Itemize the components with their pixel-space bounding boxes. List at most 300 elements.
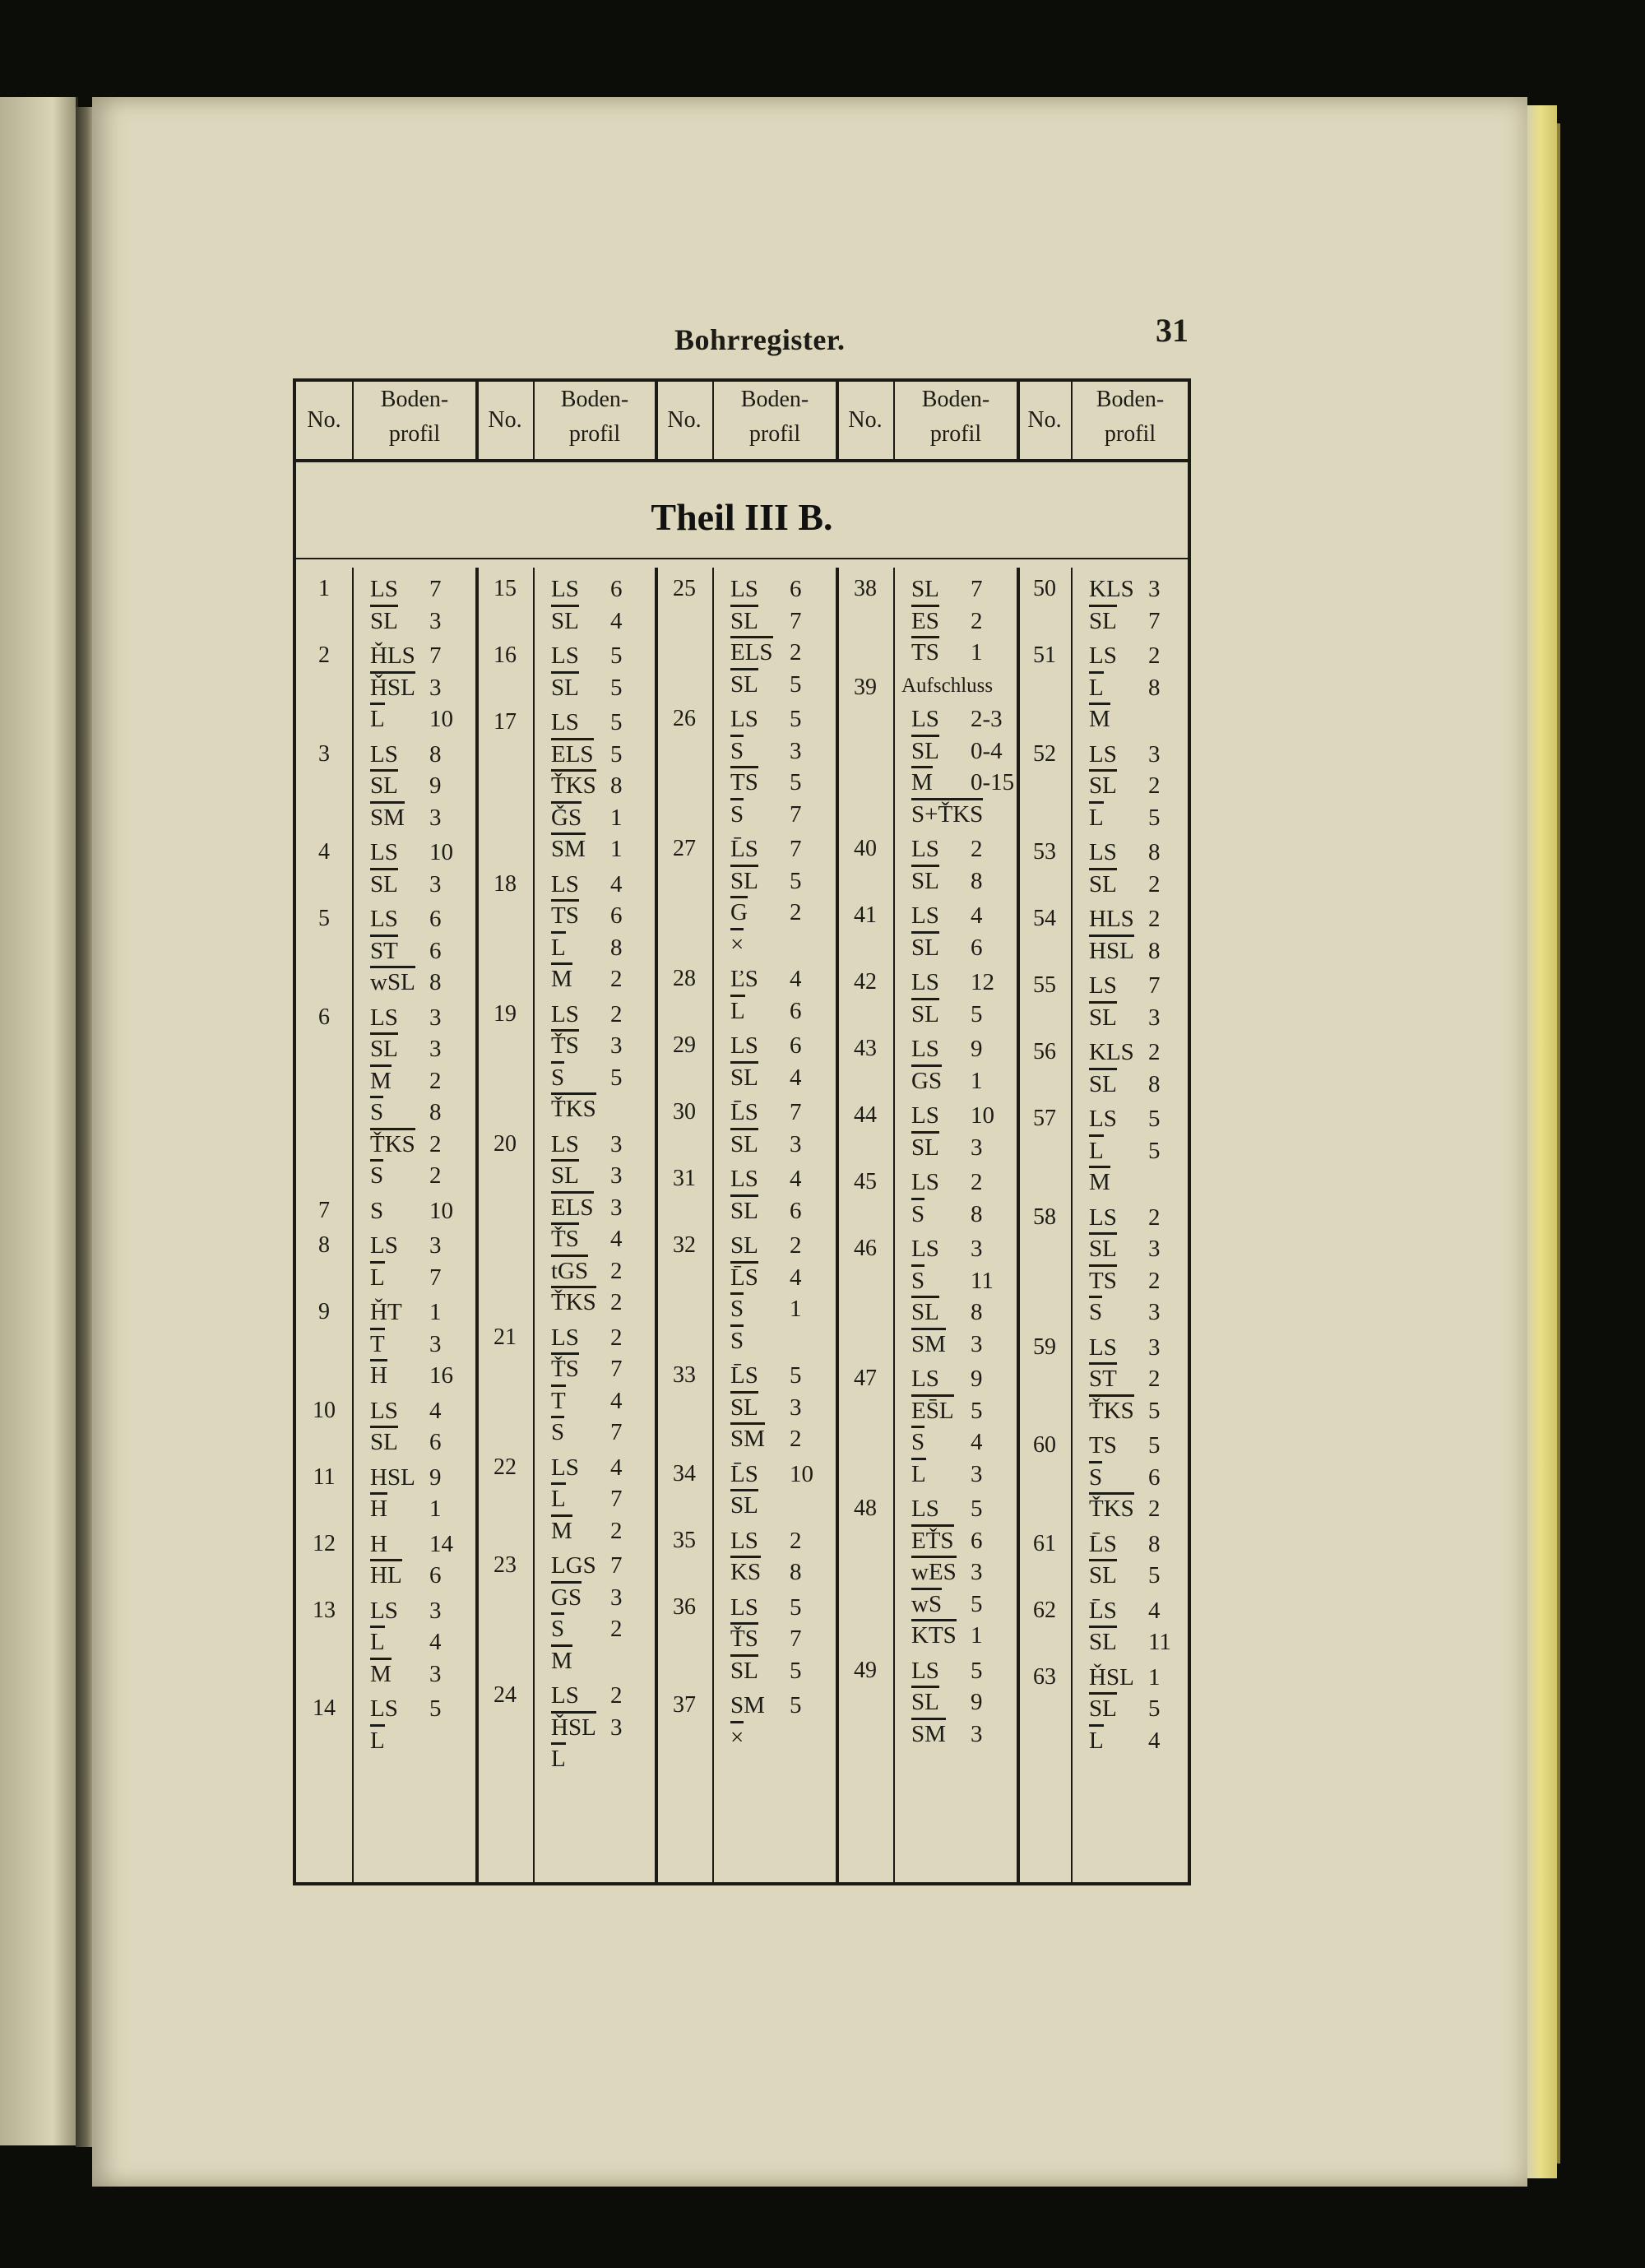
- layer-code: KLS: [1089, 1039, 1134, 1065]
- header-no: No.: [307, 407, 341, 433]
- layer-depth: 9: [971, 1689, 983, 1715]
- profile-layer: [551, 1356, 650, 1388]
- layer-code: SL: [730, 865, 758, 895]
- profile-layer: [911, 1299, 1012, 1331]
- layer-code: LGS: [551, 1552, 596, 1579]
- layer-code: L̄S: [730, 1261, 758, 1292]
- layer-depth: 5: [1148, 1562, 1161, 1589]
- profile-layer: [911, 1528, 1012, 1560]
- entry-number: 57: [1033, 1106, 1056, 1131]
- layer-depth: 2: [1148, 1204, 1161, 1231]
- column-rule-body: [712, 568, 714, 1884]
- profile-layer: [370, 1562, 470, 1594]
- profile-layer: [551, 1486, 650, 1518]
- profile-layer: [1089, 1598, 1183, 1630]
- layer-code: H: [370, 1359, 387, 1389]
- layer-depth: 9: [429, 772, 442, 799]
- profile-layer: [1089, 972, 1183, 1004]
- layer-depth: 5: [1148, 804, 1161, 831]
- layer-depth: 6: [429, 1562, 442, 1589]
- layer-depth: 5: [790, 1593, 802, 1621]
- entry-number: 9: [318, 1299, 330, 1324]
- layer-code: L: [911, 1458, 926, 1488]
- layer-code: LS: [370, 906, 398, 932]
- layer-depth: 8: [971, 867, 983, 894]
- layer-code: TS: [730, 766, 758, 796]
- layer-code: S: [730, 798, 744, 828]
- header-bodenprofil: [535, 383, 655, 452]
- left-page-edge: [0, 97, 78, 2145]
- layer-code: SL: [370, 1032, 398, 1063]
- layer-depth: 4: [1148, 1597, 1161, 1624]
- profile-layer: [370, 1398, 470, 1430]
- profile-layer: [730, 1559, 831, 1591]
- layer-depth: 2: [971, 1169, 983, 1195]
- layer-depth: 4: [610, 1387, 623, 1414]
- profile-layer: [1089, 871, 1183, 903]
- layer-code: KTS: [911, 1619, 957, 1649]
- layer-code: L̄S: [730, 1099, 758, 1125]
- entry-number: 50: [1033, 576, 1056, 601]
- layer-depth: 3: [1148, 1236, 1161, 1262]
- profile-layer: [730, 1232, 831, 1264]
- layer-depth: 3: [429, 870, 442, 897]
- layer-code: ŤKS: [551, 1092, 596, 1123]
- entry-number: 47: [854, 1366, 877, 1391]
- layer-depth: 5: [790, 706, 802, 732]
- layer-code: S: [551, 1612, 564, 1643]
- layer-depth: 4: [790, 1264, 802, 1291]
- profile-layer: [730, 998, 831, 1030]
- layer-depth: 1: [1148, 1663, 1161, 1691]
- layer-code: SL: [911, 1686, 939, 1716]
- layer-depth: 6: [971, 934, 983, 961]
- profile-layer: [370, 1162, 470, 1194]
- layer-depth: 5: [971, 1590, 983, 1617]
- entry-number: 52: [1033, 740, 1056, 767]
- layer-code: TS: [911, 636, 939, 666]
- profile-layer: [370, 675, 470, 707]
- profile-layer: [370, 608, 470, 640]
- header-bodenprofil-line2: profil: [748, 421, 801, 447]
- layer-depth: 6: [429, 906, 442, 932]
- layer-code: ȞT: [370, 1299, 402, 1325]
- layer-depth: 7: [1148, 607, 1161, 634]
- layer-code: LS: [551, 1130, 579, 1157]
- layer-depth: 3: [971, 1559, 983, 1585]
- layer-code: SL: [730, 1654, 758, 1685]
- profile-layer: [730, 1328, 831, 1360]
- entry-number: 55: [1033, 972, 1056, 998]
- profile-layer: [370, 1131, 470, 1163]
- layer-code: LS: [551, 1682, 579, 1709]
- layer-code: SL: [1089, 1068, 1117, 1098]
- profile-layer: [370, 1264, 470, 1296]
- layer-depth: 3: [1148, 740, 1161, 768]
- profile-layer: [911, 576, 1012, 608]
- layer-code: SL: [551, 605, 579, 635]
- profile-layer: [911, 1429, 1012, 1461]
- layer-depth: 3: [1148, 1299, 1161, 1325]
- entry-number: 27: [673, 836, 696, 861]
- layer-depth: 5: [790, 1362, 802, 1389]
- page-edge-stack: [1527, 105, 1557, 2178]
- layer-code: GS: [551, 1581, 582, 1612]
- profile-layer: [551, 966, 650, 998]
- layer-code: ST: [1089, 1362, 1117, 1393]
- profile-layer: [551, 805, 650, 837]
- layer-code: S: [551, 1061, 564, 1092]
- profile-layer: [730, 1626, 831, 1658]
- profile-layer: [370, 1695, 470, 1728]
- profile-layer: [1089, 906, 1183, 938]
- profile-layer: [730, 899, 831, 931]
- entry-number: 23: [494, 1552, 517, 1578]
- layer-depth: 5: [610, 1064, 623, 1091]
- header-bodenprofil-line2: profil: [1104, 421, 1156, 447]
- layer-code: SL: [911, 735, 939, 765]
- layer-depth: 4: [429, 1397, 442, 1424]
- layer-code: LS: [730, 1166, 758, 1192]
- entry-number: 11: [313, 1463, 336, 1490]
- layer-code: S: [911, 1264, 924, 1295]
- layer-code: SL: [911, 998, 939, 1028]
- layer-code: L: [1089, 1134, 1104, 1165]
- profile-layer: [1089, 1106, 1183, 1138]
- layer-code: Aufschluss: [901, 674, 994, 697]
- layer-depth: 7: [790, 800, 802, 828]
- layer-code: S+ŤKS: [911, 798, 983, 828]
- profile-layer: [551, 772, 650, 805]
- profile-layer: [551, 1616, 650, 1648]
- layer-code: LS: [551, 709, 579, 735]
- profile-layer: [370, 1004, 470, 1037]
- layer-depth: 2: [1148, 772, 1161, 799]
- profile-layer: [370, 1099, 470, 1131]
- profile-layer: [551, 1096, 650, 1128]
- layer-code: ES̄L: [911, 1394, 954, 1425]
- layer-code: HSL: [1089, 935, 1134, 965]
- profile-layer: [1089, 1432, 1183, 1464]
- profile-layer: [370, 1629, 470, 1661]
- profile-layer: [1089, 1138, 1183, 1170]
- layer-code: SL: [730, 1232, 758, 1259]
- layer-depth: 3: [610, 1032, 623, 1059]
- header-bodenprofil-line1: Boden-: [921, 387, 990, 412]
- layer-depth: 3: [429, 1597, 442, 1624]
- layer-depth: 14: [429, 1530, 453, 1557]
- layer-depth: 7: [1148, 972, 1161, 999]
- profile-layer: [1089, 839, 1183, 871]
- profile-layer: [551, 1162, 650, 1194]
- entry-number: 21: [494, 1324, 517, 1350]
- layer-depth: 2: [610, 1257, 623, 1284]
- layer-code: M: [370, 1064, 392, 1095]
- profile-layer: [1089, 1562, 1183, 1594]
- layer-depth: 10: [971, 1102, 994, 1129]
- layer-depth: 2: [790, 1232, 802, 1259]
- layer-code: ELS: [551, 1191, 594, 1222]
- entry-number: 61: [1033, 1530, 1056, 1556]
- profile-layer: [551, 1682, 650, 1714]
- layer-depth: 4: [790, 1166, 802, 1192]
- layer-depth: 7: [790, 1626, 802, 1652]
- profile-layer: [551, 1584, 650, 1616]
- entry-number: 14: [313, 1695, 336, 1721]
- layer-code: M: [1089, 1166, 1110, 1196]
- profile-layer: [730, 1064, 831, 1097]
- entry-number: 34: [673, 1460, 696, 1486]
- layer-code: SL: [730, 1391, 758, 1422]
- layer-depth: 8: [1148, 839, 1161, 865]
- entry-number: 33: [673, 1362, 696, 1388]
- header-rule: [294, 459, 1189, 462]
- layer-depth: 6: [429, 1429, 442, 1455]
- profile-layer: [370, 706, 470, 738]
- layer-depth: 3: [610, 1194, 623, 1221]
- profile-layer: [1089, 1464, 1183, 1496]
- layer-code: ST: [370, 935, 398, 965]
- profile-layer: [551, 608, 650, 640]
- entry-number: 20: [494, 1130, 517, 1157]
- profile-layer: [1089, 741, 1183, 773]
- profile-layer: [551, 741, 650, 773]
- layer-depth: 2: [1148, 870, 1161, 897]
- profile-layer: [370, 1362, 470, 1394]
- profile-layer: [370, 1036, 470, 1068]
- profile-layer: [911, 1001, 1012, 1033]
- layer-code: LS: [1089, 972, 1117, 999]
- layer-code: SL: [1089, 1626, 1117, 1656]
- profile-layer: [370, 871, 470, 903]
- layer-depth: 7: [610, 1356, 623, 1382]
- layer-depth: 4: [790, 1064, 802, 1091]
- layer-depth: 8: [1148, 674, 1161, 701]
- entry-number: 30: [673, 1099, 696, 1125]
- header-bodenprofil-line1: Boden-: [740, 387, 809, 412]
- layer-code: LS: [730, 1527, 758, 1554]
- layer-depth: 3: [971, 1460, 983, 1487]
- layer-code: SL: [1089, 1559, 1117, 1589]
- layer-depth: 2: [790, 899, 802, 925]
- profile-layer: [911, 1591, 1012, 1623]
- layer-depth: 3: [790, 1394, 802, 1421]
- profile-layer: [730, 1594, 831, 1626]
- layer-depth: 3: [610, 1162, 623, 1189]
- layer-depth: 3: [610, 1130, 623, 1157]
- profile-layer: [370, 1661, 470, 1693]
- layer-code: ŤKS: [551, 769, 596, 800]
- profile-layer: [370, 1198, 470, 1230]
- layer-depth: 3: [971, 1134, 983, 1161]
- layer-depth: 9: [971, 1036, 983, 1062]
- layer-depth: 2: [610, 1324, 623, 1351]
- layer-code: ŤKS: [1089, 1394, 1134, 1425]
- profile-layer: [370, 805, 470, 837]
- header-no: No.: [1027, 407, 1062, 433]
- layer-code: S: [911, 1426, 924, 1456]
- layer-code: SM: [730, 1692, 765, 1718]
- entry-number: 2: [318, 642, 330, 668]
- layer-code: ȞSL: [1089, 1663, 1134, 1691]
- entry-number: 58: [1033, 1204, 1056, 1230]
- entry-number: 43: [854, 1036, 877, 1061]
- profile-layer: [730, 1692, 831, 1724]
- layer-code: LS: [370, 1695, 398, 1722]
- layer-depth: 9: [429, 1463, 442, 1491]
- layer-depth: 4: [790, 966, 802, 992]
- entry-number: 37: [673, 1692, 696, 1718]
- layer-code: SL: [551, 671, 579, 702]
- layer-code: SL: [730, 1128, 758, 1158]
- profile-layer: [1089, 1004, 1183, 1037]
- layer-depth: 5: [971, 1000, 983, 1027]
- layer-code: LS: [911, 1102, 939, 1129]
- header-bodenprofil-line1: Boden-: [380, 387, 449, 412]
- profile-layer: [730, 769, 831, 801]
- layer-code: HSL: [370, 1463, 415, 1491]
- header-bodenprofil-line2: profil: [568, 421, 621, 447]
- layer-code: LS: [730, 1032, 758, 1059]
- layer-depth: 4: [610, 1226, 623, 1252]
- profile-layer: [1089, 1629, 1183, 1661]
- profile-layer: [370, 1299, 470, 1331]
- profile-layer: [1089, 576, 1183, 608]
- page-number: 31: [1156, 312, 1189, 349]
- layer-code: SL: [1089, 1001, 1117, 1032]
- entry-number: 18: [494, 870, 517, 897]
- layer-depth: 3: [610, 1584, 623, 1611]
- layer-code: TS: [1089, 1432, 1117, 1459]
- entry-number: 63: [1033, 1663, 1056, 1690]
- layer-code: L: [1089, 671, 1104, 702]
- layer-code: LS: [370, 1597, 398, 1624]
- layer-code: SL: [1089, 1692, 1117, 1723]
- profile-layer: [370, 1429, 470, 1461]
- layer-code: SL: [1089, 868, 1117, 898]
- header-no: No.: [667, 407, 702, 433]
- layer-depth: 7: [971, 576, 983, 602]
- layer-depth: 11: [1148, 1629, 1171, 1655]
- layer-depth: 2: [1148, 1039, 1161, 1065]
- profile-layer: [911, 1721, 1012, 1753]
- entry-number: 38: [854, 576, 877, 601]
- profile-layer: [730, 1198, 831, 1230]
- profile-layer: [730, 1099, 831, 1131]
- profile-layer: [911, 1201, 1012, 1233]
- layer-depth: 10: [429, 839, 453, 865]
- layer-depth: 4: [610, 1454, 623, 1481]
- layer-code: LS: [1089, 740, 1117, 768]
- layer-depth: 5: [429, 1695, 442, 1722]
- layer-code: LS: [1089, 642, 1117, 669]
- entry-number: 54: [1033, 906, 1056, 931]
- profile-layer: [370, 642, 470, 675]
- profile-layer: [370, 1464, 470, 1496]
- layer-code: LS: [370, 1232, 398, 1259]
- profile-layer: [551, 1454, 650, 1486]
- layer-code: LS: [370, 576, 398, 602]
- entry-number: 39: [854, 674, 877, 700]
- profile-layer: [1089, 1531, 1183, 1563]
- profile-layer: [730, 1032, 831, 1064]
- layer-code: LS: [911, 902, 939, 929]
- profile-layer: [730, 1724, 831, 1756]
- layer-depth: 6: [790, 997, 802, 1024]
- profile-layer: [1089, 1169, 1183, 1201]
- layer-depth: 7: [790, 1099, 802, 1125]
- column-rule-body: [1071, 568, 1073, 1884]
- layer-depth: 16: [429, 1362, 453, 1389]
- layer-code: S: [370, 1096, 383, 1126]
- profile-layer: [551, 871, 650, 903]
- profile-layer: [1089, 1728, 1183, 1760]
- profile-layer: [1089, 938, 1183, 970]
- entry-number: 36: [673, 1593, 696, 1620]
- layer-code: S: [1089, 1461, 1102, 1491]
- layer-code: S: [730, 1292, 744, 1323]
- layer-code: L: [370, 703, 385, 733]
- layer-depth: 2: [610, 1289, 623, 1315]
- layer-depth: 2: [1148, 906, 1161, 932]
- layer-code: ES: [911, 605, 939, 635]
- layer-depth: 5: [610, 709, 623, 735]
- layer-code: H: [370, 1530, 387, 1557]
- layer-depth: 4: [610, 870, 623, 897]
- layer-depth: 4: [429, 1629, 442, 1655]
- layer-code: L: [1089, 1724, 1104, 1755]
- layer-code: SL: [370, 868, 398, 898]
- layer-code: SL: [730, 1194, 758, 1225]
- layer-depth: 4: [971, 902, 983, 929]
- profile-layer: [911, 1331, 1012, 1363]
- entry-number: 59: [1033, 1333, 1056, 1360]
- layer-code: LS: [551, 870, 579, 897]
- profile-layer: [911, 1134, 1012, 1166]
- layer-depth: 3: [1148, 1333, 1161, 1361]
- profile-layer: [551, 1258, 650, 1290]
- layer-code: S: [370, 1197, 384, 1224]
- layer-code: tGS: [551, 1255, 588, 1285]
- layer-code: SM: [911, 1328, 946, 1358]
- layer-code: S: [551, 1416, 564, 1446]
- profile-layer: [551, 1518, 650, 1550]
- layer-code: L: [370, 1626, 385, 1656]
- layer-code: SM: [370, 801, 405, 832]
- layer-code: S: [730, 1324, 744, 1355]
- profile-layer: [730, 1264, 831, 1296]
- profile-layer: [911, 769, 1015, 801]
- layer-code: ȞSL: [551, 1711, 596, 1742]
- layer-depth: 8: [971, 1299, 983, 1325]
- layer-depth: 8: [610, 934, 623, 961]
- profile-layer: [370, 1496, 470, 1528]
- layer-code: wES: [911, 1556, 957, 1586]
- layer-code: LS: [1089, 1106, 1117, 1132]
- layer-code: M: [551, 1644, 572, 1675]
- profile-layer: [730, 966, 831, 998]
- layer-code: H: [370, 1492, 387, 1523]
- entry-number: 53: [1033, 839, 1056, 865]
- layer-code: LS: [370, 839, 398, 865]
- entry-number: 40: [854, 836, 877, 861]
- profile-layer: [730, 1362, 831, 1394]
- profile-layer: [1089, 772, 1183, 805]
- profile-layer: [551, 1324, 650, 1357]
- layer-depth: 2: [971, 836, 983, 862]
- entry-number: 42: [854, 969, 877, 995]
- layer-code: LS: [551, 642, 579, 669]
